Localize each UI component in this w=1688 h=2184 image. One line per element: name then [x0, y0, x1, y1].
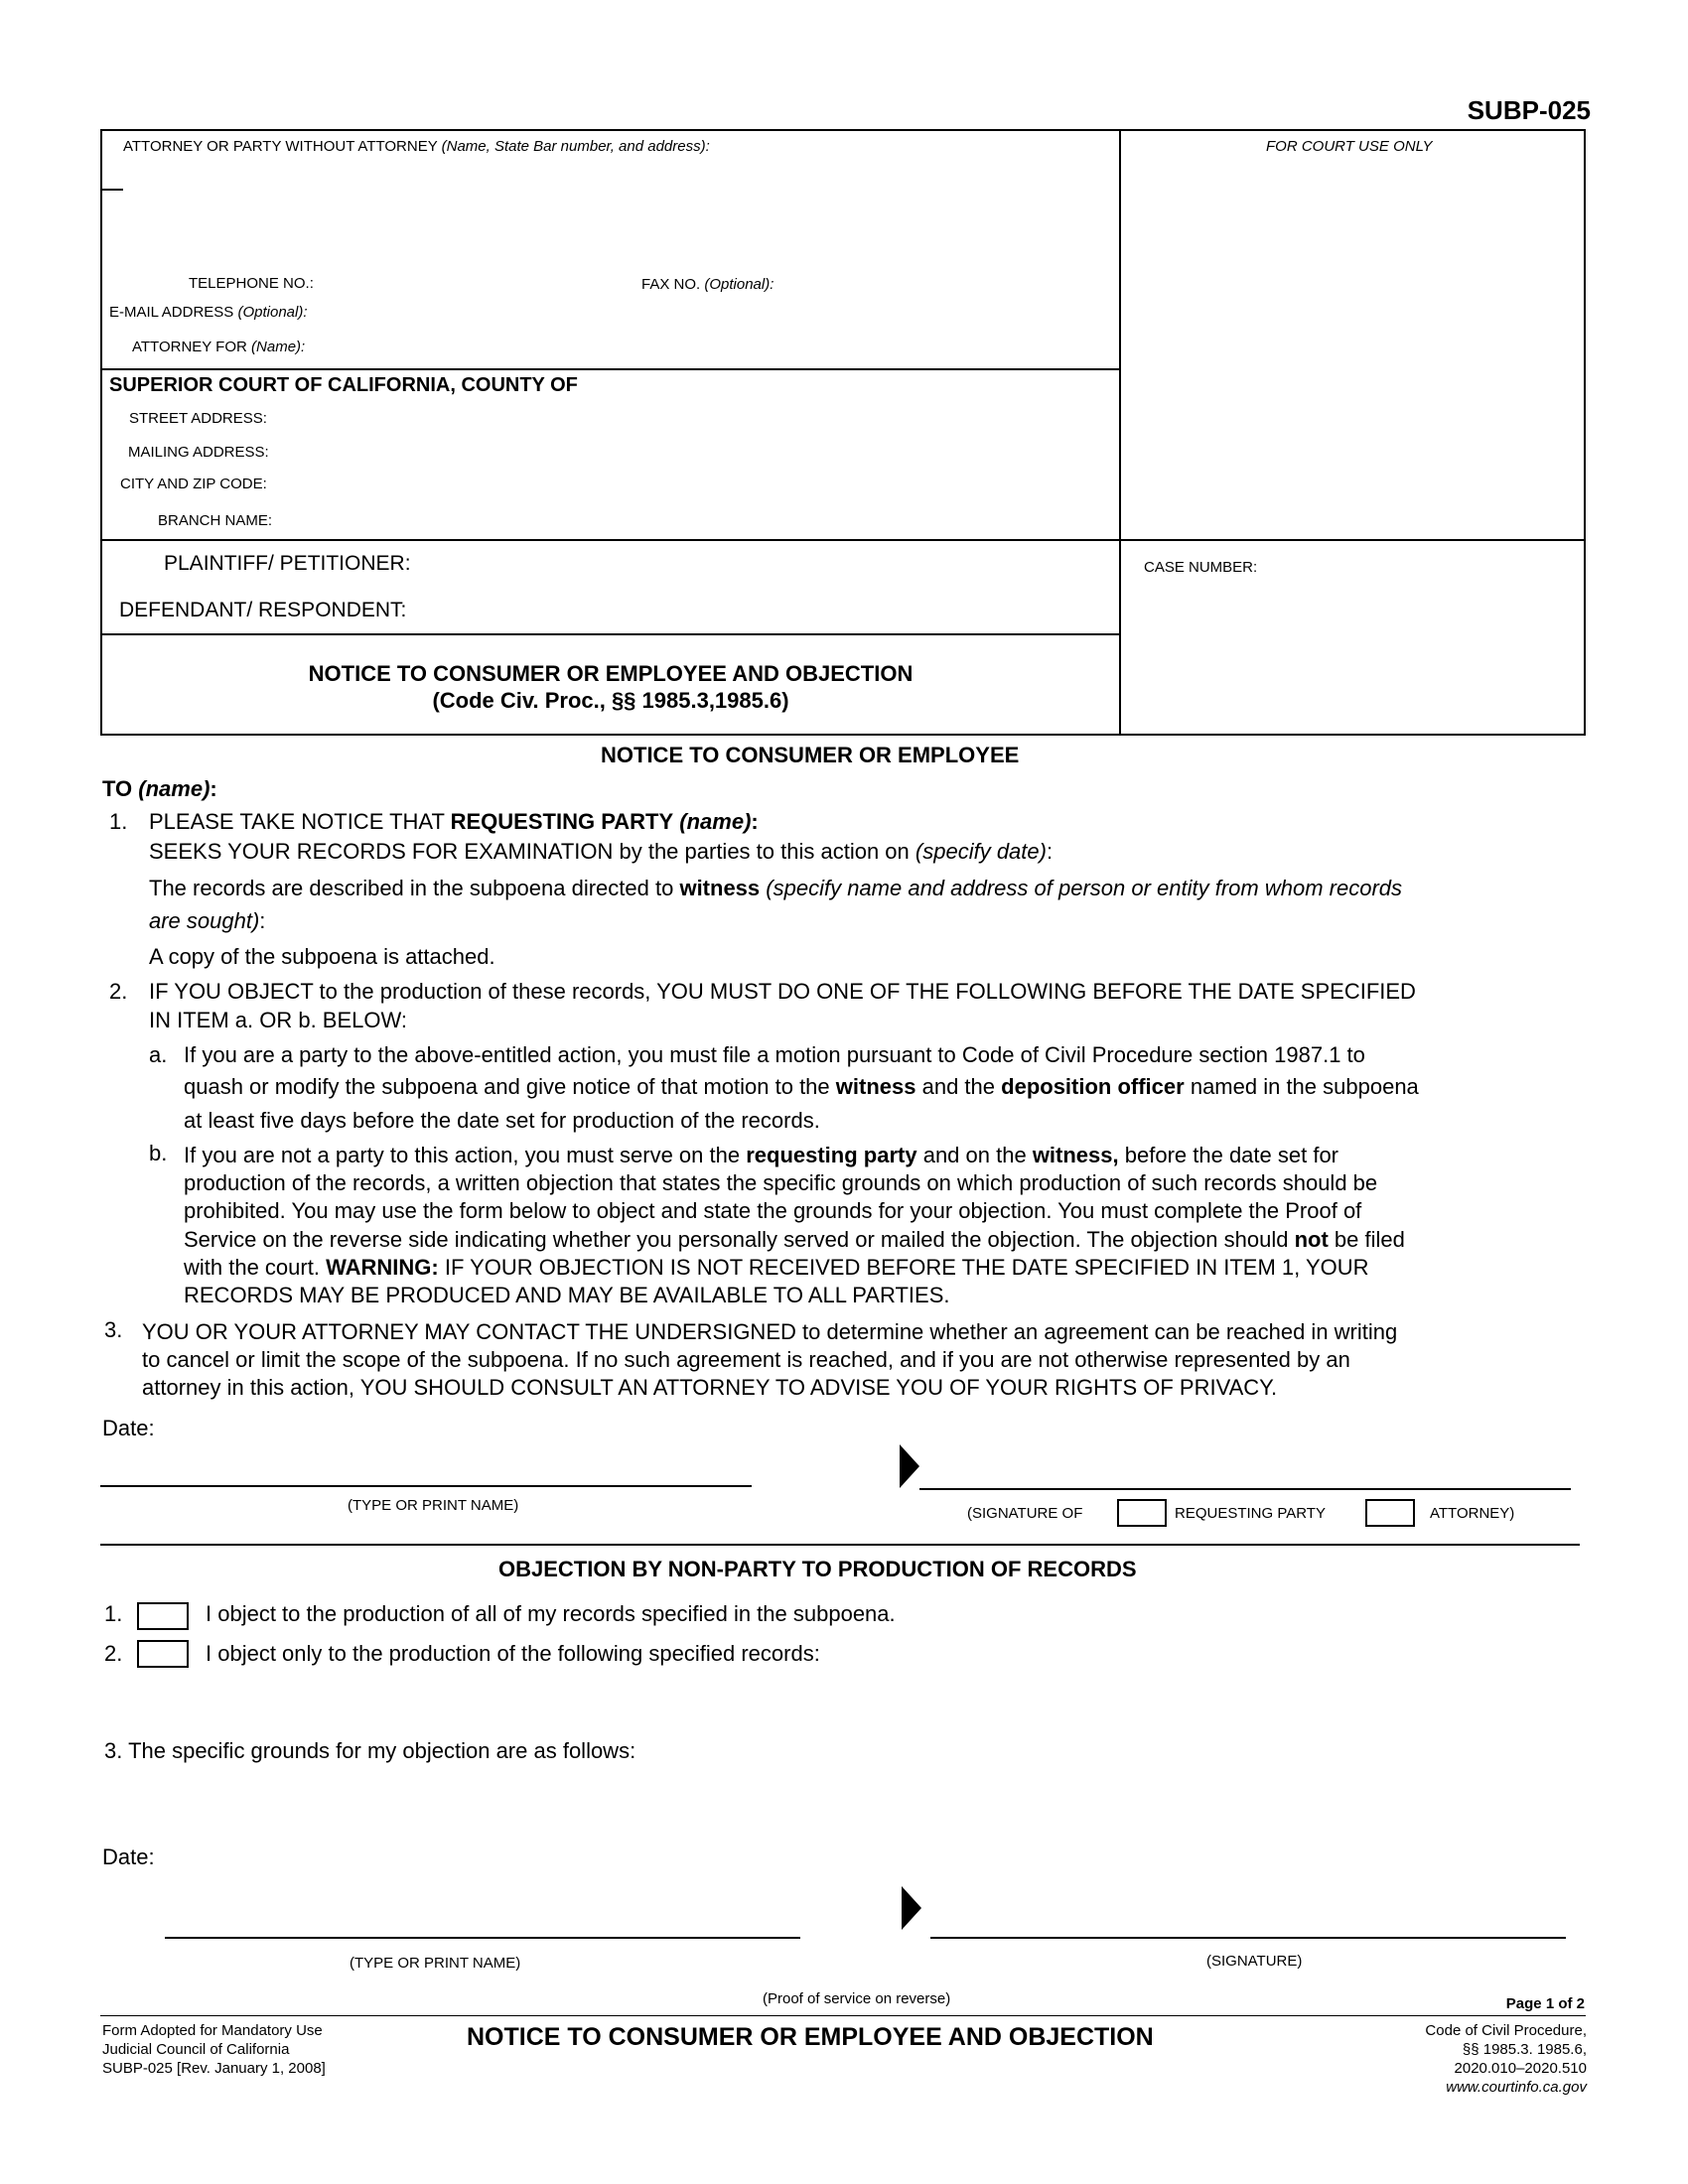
item2b-line6: RECORDS MAY BE PRODUCED AND MAY BE AVAILABLE TO ALL PARTIES.: [184, 1283, 950, 1307]
notice-heading: NOTICE TO CONSUMER OR EMPLOYEE: [601, 743, 1020, 767]
to-line: TO (name):: [102, 776, 217, 801]
telephone-label: TELEPHONE NO.:: [189, 275, 314, 292]
form-title: NOTICE TO CONSUMER OR EMPLOYEE AND OBJECTION: [308, 661, 914, 686]
objection-name-line: [165, 1937, 800, 1939]
item1-line1: PLEASE TAKE NOTICE THAT REQUESTING PARTY (name):: [149, 809, 759, 834]
notice-signature-line: [919, 1488, 1571, 1490]
objection-item1-text: I object to the production of all of my records specified in the subpoena.: [206, 1601, 896, 1626]
signature-arrow-icon: [900, 1444, 919, 1488]
form-number: SUBP-025: [1467, 95, 1591, 125]
item1-num: 1.: [109, 809, 128, 834]
court-parties-divider: [100, 539, 1586, 541]
item2a-num: a.: [149, 1042, 168, 1067]
code-block: [1425, 2021, 1587, 2097]
case-number-label: CASE NUMBER:: [1144, 559, 1258, 576]
objection-signature-line: [930, 1937, 1566, 1939]
telephone-input[interactable]: [328, 270, 630, 296]
attorney-checkbox[interactable]: [1365, 1499, 1415, 1527]
grounds-textarea[interactable]: [104, 1772, 1578, 1850]
fax-label: FAX NO. (Optional):: [641, 276, 774, 293]
objection-item3-text: 3. The specific grounds for my objection are as follows:: [104, 1738, 636, 1763]
object-specified-records-checkbox[interactable]: [137, 1640, 189, 1668]
footer-title: NOTICE TO CONSUMER OR EMPLOYEE AND OBJECTION: [467, 2023, 1154, 2051]
fax-input[interactable]: [794, 270, 1096, 296]
notice-type-name-caption: (TYPE OR PRINT NAME): [348, 1497, 519, 1514]
notice-signature-input[interactable]: [919, 1454, 1575, 1484]
page-number: Page 1 of 2: [1505, 1995, 1585, 2012]
item1-line4: are sought):: [149, 908, 266, 933]
item2a-line2: quash or modify the subpoena and give notice of that motion to the witness and the deposition officer named in the subpoena: [184, 1074, 1419, 1099]
attorney-court-divider: [100, 368, 1121, 370]
object-all-records-checkbox[interactable]: [137, 1602, 189, 1630]
item2b-line5: with the court. WARNING: IF YOUR OBJECTION IS NOT RECEIVED BEFORE THE DATE SPECIFIED IN ITEM 1, YOUR: [184, 1255, 1369, 1280]
branch-input[interactable]: [298, 506, 1101, 532]
adoption-block: [102, 2021, 326, 2078]
code-line-3: 2020.010–2020.510: [1454, 2060, 1587, 2077]
attorney-tick-mark: [101, 189, 123, 191]
caption-divider: [1119, 129, 1121, 736]
email-label: E-MAIL ADDRESS (Optional):: [109, 304, 308, 321]
form-code: (Code Civ. Proc., §§ 1985.3,1985.6): [432, 688, 789, 713]
attorney-name-address-input[interactable]: [125, 159, 1102, 270]
objection-item1-num: 1.: [104, 1601, 123, 1626]
section-divider: [100, 1544, 1580, 1546]
notice-print-name-input[interactable]: [100, 1454, 756, 1484]
item2a-line3: at least five days before the date set for production of the records.: [184, 1108, 820, 1133]
city-input[interactable]: [298, 470, 1101, 495]
item2-line1: IF YOU OBJECT to the production of these records, YOU MUST DO ONE OF THE FOLLOWING BEFORE THE DATE SPECIFIED: [149, 979, 1416, 1004]
objection-signature-arrow-icon: [902, 1886, 921, 1930]
court-use-label: FOR COURT USE ONLY: [1266, 138, 1433, 155]
notice-date-input[interactable]: [169, 1414, 471, 1441]
item1-line3: The records are described in the subpoena directed to witness (specify name and address of person or entity from whom records: [149, 876, 1403, 900]
item1-line2: SEEKS YOUR RECORDS FOR EXAMINATION by the parties to this action on (specify date):: [149, 839, 1054, 864]
item2b-line3: prohibited. You may use the form below to object and state the grounds for your objection. You must complete the Proof of: [184, 1198, 1362, 1223]
requesting-party-checkbox[interactable]: [1117, 1499, 1167, 1527]
county-input[interactable]: [635, 373, 1101, 399]
signature-of-caption: (SIGNATURE OF: [967, 1505, 1083, 1522]
plaintiff-label: PLAINTIFF/ PETITIONER:: [164, 552, 411, 575]
form-title-block: [100, 660, 1121, 714]
item3-num: 3.: [104, 1317, 123, 1342]
parties-title-divider: [100, 633, 1121, 635]
mailing-label: MAILING ADDRESS:: [128, 444, 269, 461]
item1-line5: A copy of the subpoena is attached.: [149, 944, 495, 969]
website-link[interactable]: www.courtinfo.ca.gov: [1446, 2079, 1587, 2096]
item2-num: 2.: [109, 979, 128, 1004]
objection-signature-input[interactable]: [930, 1906, 1570, 1936]
objection-item2-text: I object only to the production of the following specified records:: [206, 1641, 820, 1666]
city-label: CITY AND ZIP CODE:: [120, 476, 267, 492]
item2a-line1: If you are a party to the above-entitled action, you must file a motion pursuant to Code of Civil Procedure section 1987.1 to: [184, 1042, 1365, 1067]
proof-of-service-note: (Proof of service on reverse): [763, 1990, 951, 2007]
item3-line1: YOU OR YOUR ATTORNEY MAY CONTACT THE UNDERSIGNED to determine whether an agreement can be reached in writing: [142, 1319, 1398, 1344]
street-label: STREET ADDRESS:: [129, 410, 267, 427]
plaintiff-input[interactable]: [437, 550, 1101, 578]
email-input[interactable]: [333, 298, 1101, 324]
item3-line2: to cancel or limit the scope of the subpoena. If no such agreement is reached, and if you are not otherwise represented by an: [142, 1347, 1350, 1372]
item2b-line2: production of the records, a written objection that states the specific grounds on which production of such records should be: [184, 1170, 1378, 1195]
court-title: SUPERIOR COURT OF CALIFORNIA, COUNTY OF: [109, 374, 578, 396]
item2b-num: b.: [149, 1141, 168, 1165]
attorney-caption: ATTORNEY): [1430, 1505, 1515, 1522]
case-number-input[interactable]: [1142, 586, 1573, 617]
attorney-for-input[interactable]: [333, 333, 1101, 358]
objection-type-name-caption: (TYPE OR PRINT NAME): [350, 1955, 521, 1972]
objection-item2-num: 2.: [104, 1641, 123, 1666]
defendant-input[interactable]: [437, 597, 1101, 624]
item3-line3: attorney in this action, YOU SHOULD CONSULT AN ATTORNEY TO ADVISE YOU OF YOUR RIGHTS OF PRIVACY.: [142, 1375, 1278, 1400]
adoption-line-2: Judicial Council of California: [102, 2041, 290, 2058]
adoption-line-3: SUBP-025 [Rev. January 1, 2008]: [102, 2060, 326, 2077]
code-line-1: Code of Civil Procedure,: [1425, 2022, 1587, 2039]
adoption-line-1: Form Adopted for Mandatory Use: [102, 2022, 323, 2039]
objection-signature-caption: (SIGNATURE): [1206, 1953, 1303, 1970]
requesting-party-caption: REQUESTING PARTY: [1175, 1505, 1326, 1522]
notice-name-line: [100, 1485, 752, 1487]
street-input[interactable]: [298, 404, 1101, 430]
objection-print-name-input[interactable]: [165, 1906, 804, 1936]
footer-rule: [100, 2015, 1586, 2016]
branch-label: BRANCH NAME:: [158, 512, 273, 529]
attorney-label: ATTORNEY OR PARTY WITHOUT ATTORNEY (Name, State Bar number, and address):: [123, 138, 710, 155]
objection-heading: OBJECTION BY NON-PARTY TO PRODUCTION OF RECORDS: [498, 1557, 1137, 1581]
defendant-label: DEFENDANT/ RESPONDENT:: [119, 599, 407, 621]
item2b-line4: Service on the reverse side indicating whether you personally served or mailed the objection. The objection should not be filed: [184, 1227, 1405, 1252]
to-name-input[interactable]: [238, 774, 1096, 802]
attorney-for-label: ATTORNEY FOR (Name):: [132, 339, 306, 355]
specified-records-textarea[interactable]: [206, 1678, 1580, 1741]
notice-date-label: Date:: [102, 1416, 155, 1440]
code-line-2: §§ 1985.3. 1985.6,: [1462, 2041, 1587, 2058]
objection-date-input[interactable]: [169, 1843, 471, 1870]
item2-line2: IN ITEM a. OR b. BELOW:: [149, 1008, 407, 1032]
mailing-input[interactable]: [298, 438, 1101, 464]
objection-date-label: Date:: [102, 1844, 155, 1869]
item2b-line1: If you are not a party to this action, you must serve on the requesting party and on the witness, before the date set for: [184, 1143, 1339, 1167]
